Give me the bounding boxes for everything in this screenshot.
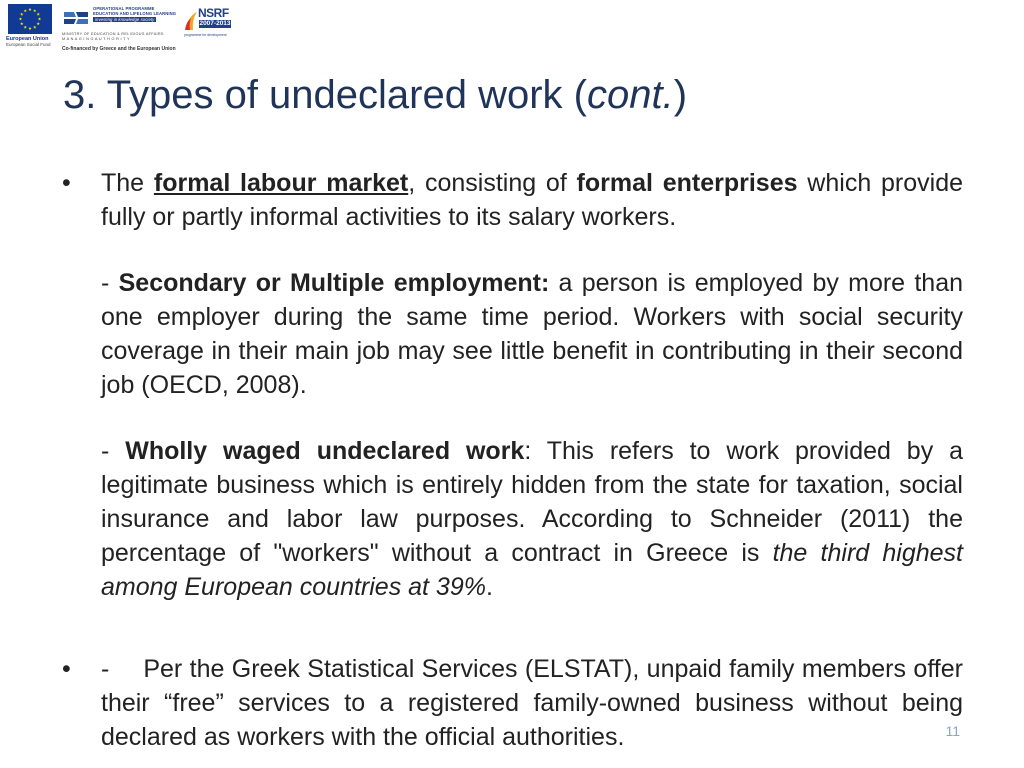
op-text: OPERATIONAL PROGRAMME EDUCATION AND LIFELONG LEARNING investing in knowledge society — [93, 6, 177, 22]
paragraph-formal-labour-market: The formal labour market, consisting of formal enterprises which provide fully or partly informal activities to its salary workers. — [101, 169, 964, 231]
eu-star-icon — [24, 26, 27, 29]
operational-programme-logo — [62, 6, 178, 50]
eu-star-icon — [37, 22, 40, 25]
eu-star-icon — [24, 9, 27, 12]
sponsor-logos — [6, 4, 232, 56]
eu-star-icon — [28, 27, 31, 30]
eu-star-icon — [19, 17, 22, 20]
eu-star-icon — [37, 13, 40, 16]
eu-star-icon — [33, 9, 36, 12]
eu-logo — [6, 4, 54, 56]
eu-star-icon — [33, 26, 36, 29]
nsrf-years: 2007-2013 — [199, 20, 231, 27]
eu-star-icon — [20, 13, 23, 16]
eu-flag-icon — [8, 4, 52, 34]
op-mark-icon — [62, 8, 90, 28]
cofinanced-note: Co-financed by Greece and the European Union — [62, 46, 176, 52]
bullet-marker: • — [62, 655, 71, 683]
op-ministry: MINISTRY OF EDUCATION & RELIGIOUS AFFAIRS M A N A G I N G A U T H O R I T Y — [62, 32, 164, 41]
nsrf-logo — [184, 6, 232, 42]
page-number: 11 — [945, 723, 960, 739]
eu-caption: European Union European Social Fund — [6, 36, 51, 47]
eu-star-icon — [38, 17, 41, 20]
eu-star-icon — [28, 8, 31, 11]
paragraph-elstat: - Per the Greek Statistical Services (ELSTAT), unpaid family members offer their “free” services to a registered family-owned business without being declared as workers with the official authorities. — [101, 655, 963, 751]
paragraph-secondary-employment: - Secondary or Multiple employment: a person is employed by more than one employer during the same time period. Workers with social security coverage in their main job may see little benefit in contributing in their second job (OECD, 2008). — [101, 269, 964, 399]
nsrf-title: NSRF — [198, 6, 229, 20]
eu-star-icon — [20, 22, 23, 25]
paragraph-wholly-waged: - Wholly waged undeclared work: This refers to work provided by a legitimate business which is entirely hidden from the state for taxation, social insurance and labor law purposes. According to Schneider (2011) the percentage of "workers" without a contract in Greece is the third highest among European countries at 39%. — [101, 437, 963, 601]
slide-title: 3. Types of undeclared work (cont.) — [63, 73, 688, 117]
nsrf-subtitle: programme for development — [184, 33, 227, 37]
bullet-marker: • — [62, 169, 71, 197]
nsrf-swoosh-icon — [184, 10, 198, 32]
